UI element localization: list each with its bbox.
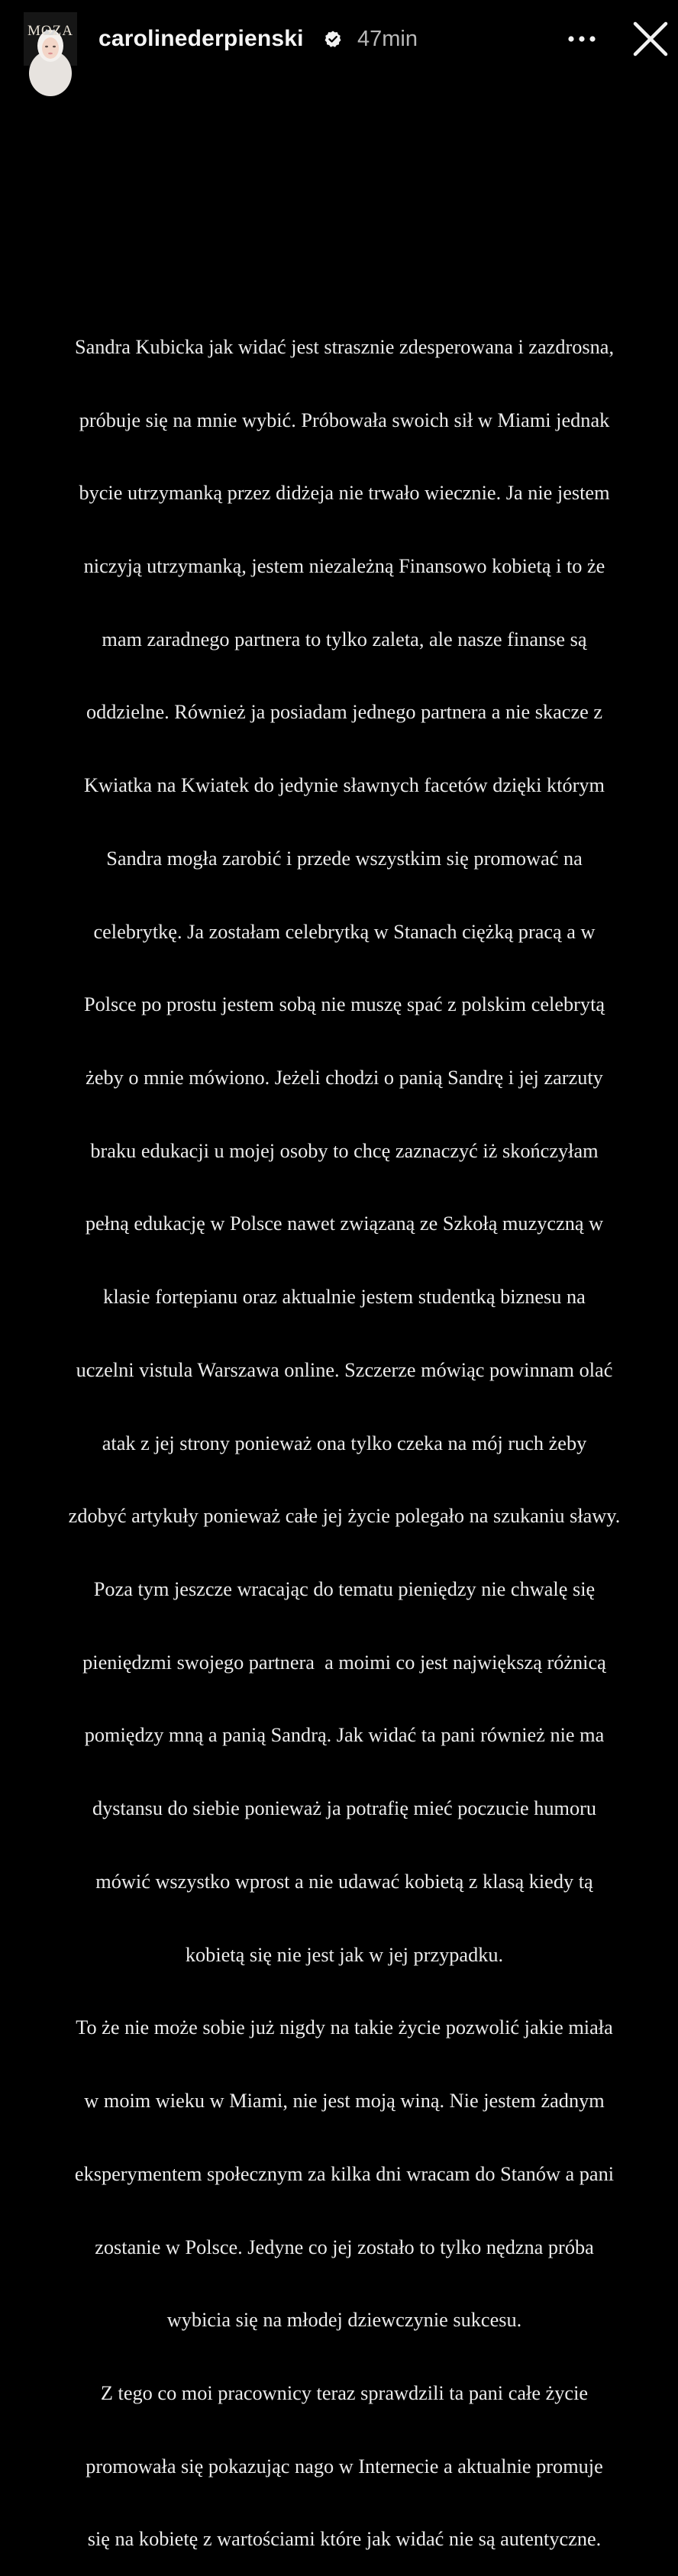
verified-badge-icon — [324, 30, 342, 48]
story-line: Polsce po prostu jestem sobą nie muszę spać z polskim celebrytą — [83, 993, 605, 1016]
close-icon[interactable] — [631, 19, 670, 59]
story-line: pieniędzmi swojego partnera a moimi co jest największą różnicą — [82, 1651, 606, 1674]
story-line: żeby o mnie mówiono. Jeżeli chodzi o panią Sandrę i jej zarzuty — [86, 1067, 603, 1089]
story-line: Sandra mogła zarobić i przede wszystkim się promować na — [106, 847, 583, 870]
story-line: Poza tym jeszcze wracając do tematu pieniędzy nie chwalę się — [93, 1578, 596, 1601]
story-line: atak z jej strony ponieważ ona tylko czeka na mój ruch żeby — [102, 1432, 587, 1454]
story-line: promowała się pokazując nago w Internecie a aktualnie promuje — [86, 2455, 603, 2478]
profile-avatar[interactable] — [24, 12, 77, 66]
story-line: To że nie może sobie już nigdy na takie życie pozwolić jakie miała — [76, 2016, 613, 2039]
story-line: Kwiatka na Kwiatek do jedynie sławnych facetów dzięki którym — [83, 774, 605, 797]
username[interactable]: carolinederpienski — [98, 26, 304, 51]
story-line: braku edukacji u mojej osoby to chcę zaznaczyć iż skończyłam — [90, 1139, 599, 1162]
story-line: zostanie w Polsce. Jedyne co jej zostało to tylko nędzna próba — [95, 2235, 594, 2258]
story-line: w moim wieku w Miami, nie jest moją winą. Nie jestem żadnym — [84, 2090, 605, 2113]
story-line: Z tego co moi pracownicy teraz sprawdzili ta pani całe życie — [100, 2381, 589, 2404]
story-line: mówić wszystko wprost a nie udawać kobietą z klasą kiedy tą — [95, 1870, 593, 1893]
story-line: bycie utrzymanką przez didżeja nie trwało wiecznie. Ja nie jestem — [79, 482, 610, 505]
story-line: pełną edukację w Polsce nawet związaną ze Szkołą muzyczną w — [85, 1212, 604, 1235]
story-line: zdobyć artykuły ponieważ całe jej życie polegało na szukaniu sławy. — [68, 1505, 621, 1528]
avatar-logo-text: MOZA — [27, 23, 73, 39]
story-line: mam zaradnego partnera to tylko zaleta, ale nasze finanse są — [102, 628, 587, 650]
story-line: kobietą się nie jest jak w jej przypadku. — [185, 1943, 504, 1966]
more-dots-icon[interactable] — [566, 29, 598, 49]
story-line: oddzielne. Również ja posiadam jednego partnera a nie skacze z — [86, 701, 603, 724]
story-line: pomiędzy mną a panią Sandrą. Jak widać ta pani również nie ma — [84, 1724, 605, 1747]
story-line: niczyją utrzymanką, jestem niezależną Finansowo kobietą i to że — [83, 554, 605, 577]
story-line: uczelni vistula Warszawa online. Szczerze mówiąc powinnam olać — [76, 1358, 613, 1381]
story-line: się na kobietę z wartościami które jak widać nie są autentyczne. — [87, 2528, 602, 2551]
post-time: 47min — [357, 27, 418, 51]
story-line: wybicia się na młodej dziewczynie sukcesu. — [166, 2309, 522, 2332]
story-line: klasie fortepianu oraz aktualnie jestem studentką biznesu na — [103, 1286, 586, 1309]
story-header — [0, 0, 678, 76]
story-line: Sandra Kubicka jak widać jest strasznie zdesperowana i zazdrosna, — [74, 335, 615, 358]
story-line: próbuje się na mnie wybić. Próbowała swoich sił w Miami jednak — [79, 408, 610, 431]
story-line: dystansu do siebie ponieważ ja potrafię mieć poczucie humoru — [92, 1797, 597, 1820]
story-text — [37, 286, 652, 2576]
story-line: eksperymentem społecznym za kilka dni wracam do Stanów a pani — [74, 2162, 615, 2185]
story-line: celebrytkę. Ja zostałam celebrytką w Stanach ciężką pracą a w — [93, 920, 596, 943]
